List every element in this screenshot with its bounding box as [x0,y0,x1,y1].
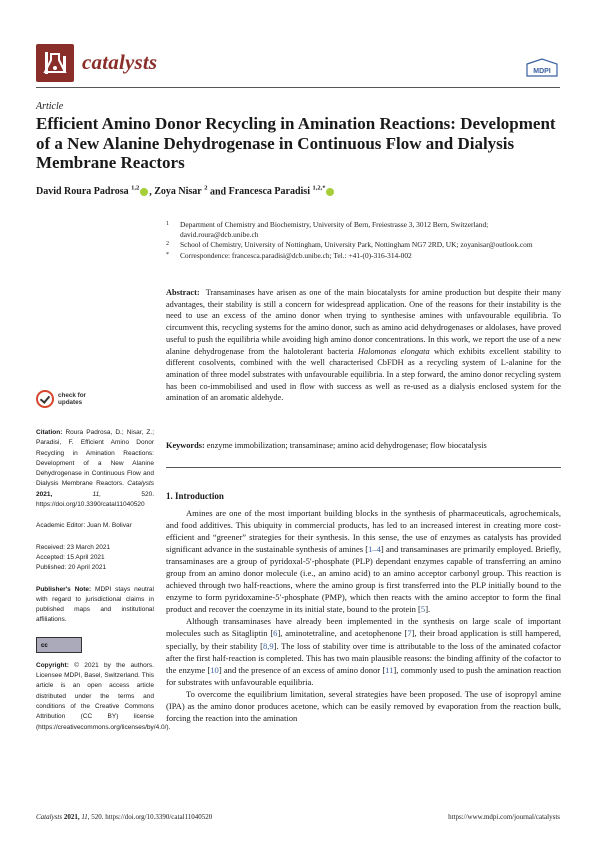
sidebar [36,388,171,744]
citation-link[interactable]: 6 [273,628,278,639]
introduction-body [166,507,561,724]
footer-citation: Catalysts 2021, 11, 520. https://doi.org/10.3390/catal11040520 [36,813,213,821]
paragraph: To overcome the equilibrium limitation, several strategies have been proposed. The use of isopropyl amine (IPA) as the amino donor produces acetone, which can be easily removed by evaporation from the reaction bulk, forcing the reaction into the amination [166,688,561,723]
citation-link[interactable]: 11 [385,664,394,675]
keywords-divider [166,467,561,468]
copyright: Copyright: © 2021 by the authors. Licensee MDPI, Basel, Switzerland. This article is an open access article distributed under the terms and conditions of the Creative Commons Attribution (CC BY) license (https://creativecommons.org/licenses/by/4.0/). [36,661,171,731]
academic-editor: Academic Editor: Juan M. Bolivar [36,522,132,530]
correspondence: * Correspondence: francesca.paradisi@dcb.unibe.ch; Tel.: +41-(0)-316-314-002 [166,250,412,260]
citation-link[interactable]: 8,9 [262,640,274,651]
check-for-updates-button[interactable]: check for updates [36,388,154,410]
citation: Citation: Roura Padrosa, D.; Nisar, Z.; Paradisi, F. Efficient Amino Donor Recycling in Amination Reactions: Development of a New Alanine Dehydrogenase in Continuous Flow and Dialysis Membrane Reactors. Catalysts 2021, 11, 520. https://doi.org/10.3390/catal11040520 [36,429,154,509]
publisher-note: Publisher's Note: MDPI stays neutral with regard to jurisdictional claims in published maps and institutional affiliations. [36,585,154,624]
affiliations [166,220,561,261]
catalysts-logo-icon [36,44,74,82]
article-title: Efficient Amino Donor Recycling in Amination Reactions: Development of a New Alanine Dehydrogenase in Continuous Flow and Dialysis Membrane Reactors [36,114,556,172]
affiliation-1: 1 Department of Chemistry and Biochemistry, University of Bern, Freiestrasse 3, 3012 Bern, Switzerland; david.roura@dcb.unibe.ch [166,220,489,240]
header-divider [36,87,560,88]
author-3[interactable]: Francesca Paradisi $^{1,2,*}$ [228,185,326,198]
check-updates-icon [36,390,54,408]
mdpi-logo-text: MDPI [533,68,551,75]
citation-link[interactable]: 10 [210,664,219,675]
author-1[interactable]: David Roura Padrosa $^{1,2}$ [36,185,140,198]
paragraph: Although transaminases have already been implemented in the synthesis on large scale of important molecules such as Sitagliptin [6], aminotetraline, and acetophenone [7], their broad application is still hampered, specially, by their stability [8,9]. The loss of stability over time is attributable to the loss of the aminated cofactor after the first half-reaction is completed. This has two main plausible reasons: the binding affinity of the cofactor to the enzyme [10] and the presence of an excess of amino donor [11], commonly used to push the amination reaction for substrates with unfavourable equilibria. [166,616,561,687]
mdpi-logo-icon[interactable] [524,58,560,78]
journal-header [36,44,560,84]
page-footer [36,813,560,821]
citation-link[interactable]: 7 [407,628,412,639]
article-type: Article [36,101,64,112]
citation-link[interactable]: 5 [420,604,426,615]
orcid-icon[interactable] [326,188,334,196]
cc-by-license-icon[interactable]: cc [36,637,82,653]
author-list: David Roura Padrosa $^{1,2}$ , Zoya Nisar $^2$ and Francesca Paradisi $^{1,2,*}$ [36,185,556,197]
affiliation-2: 2 School of Chemistry, University of Nottingham, University Park, Nottingham NG7 2RD, UK; zoyanisar@outlook.com [166,240,533,250]
keywords: Keywords: enzyme immobilization; transaminase; amino acid dehydrogenase; flow biocatalysis [166,441,487,450]
abstract: Abstract: Transaminases have arisen as one of the main biocatalysts for amine production but despite their many advantages, their stability is still a concern for widespread application. One of the reasons for their instability is the need to use an excess of the amino donor when trying to synthesise amines with unfavourable equilibria. To circumvent this, recycling systems for the amino donor, such as amino acid dehydrogenases or aldolases, have proved useful to push the equilibria while avoiding high amino donor concentrations. In this work, we report the use of a new alanine dehydrogenase from the halotolerant bacteria Halomonas elongata which exhibits excellent stability to different cosolvents, combined with the well characterised CbFDH as a recycling system of L-alanine for the amination of three model substrates with unfavourable equilibria. In a step forward, the amino donor recycling system has been co-immobilised and used in flow with success as well as re-used as a dialysis enclosed system for the amination of an aromatic aldehyde. [166,288,562,403]
paragraph: Amines are one of the most important building blocks in the synthesis of pharmaceuticals, agrochemicals, and food additives. This ubiquity in commercial products, has led to an increased interest in creating more cost-efficient and “greener” strategies for their synthesis. In this sense, the use of enzymes as catalysts has provided significant advance in the sustainable synthesis of amines [1–4] and transaminases are primarily employed. Briefly, transaminases are a group of pyridoxal-5′-phosphate (PLP) dependant enzymes capable of transferring an amino group from an amino donor molecule (i.e., an amino acid) to an amino acceptor carbonyl group. This reaction is achieved through two half-reactions, where the amino group is first transferred into the PLP initially bound to the enzyme to form pyridoxamine-5′-phosphate (PMP), which then reacts with the amino acceptor to form the final product and recover the coenzyme in its initial state, bound to the protein [5]. [166,508,561,615]
footer-journal-url[interactable]: https://www.mdpi.com/journal/catalysts [448,813,560,821]
journal-name[interactable]: catalysts [82,50,158,74]
dates: Received: 23 March 2021 Accepted: 15 April 2021 Published: 20 April 2021 [36,543,111,572]
orcid-icon[interactable] [140,188,148,196]
section-heading-introduction: 1. Introduction [166,491,224,501]
citation-link[interactable]: 1–4 [368,544,381,555]
author-2[interactable]: Zoya Nisar $^2$ [154,185,208,198]
